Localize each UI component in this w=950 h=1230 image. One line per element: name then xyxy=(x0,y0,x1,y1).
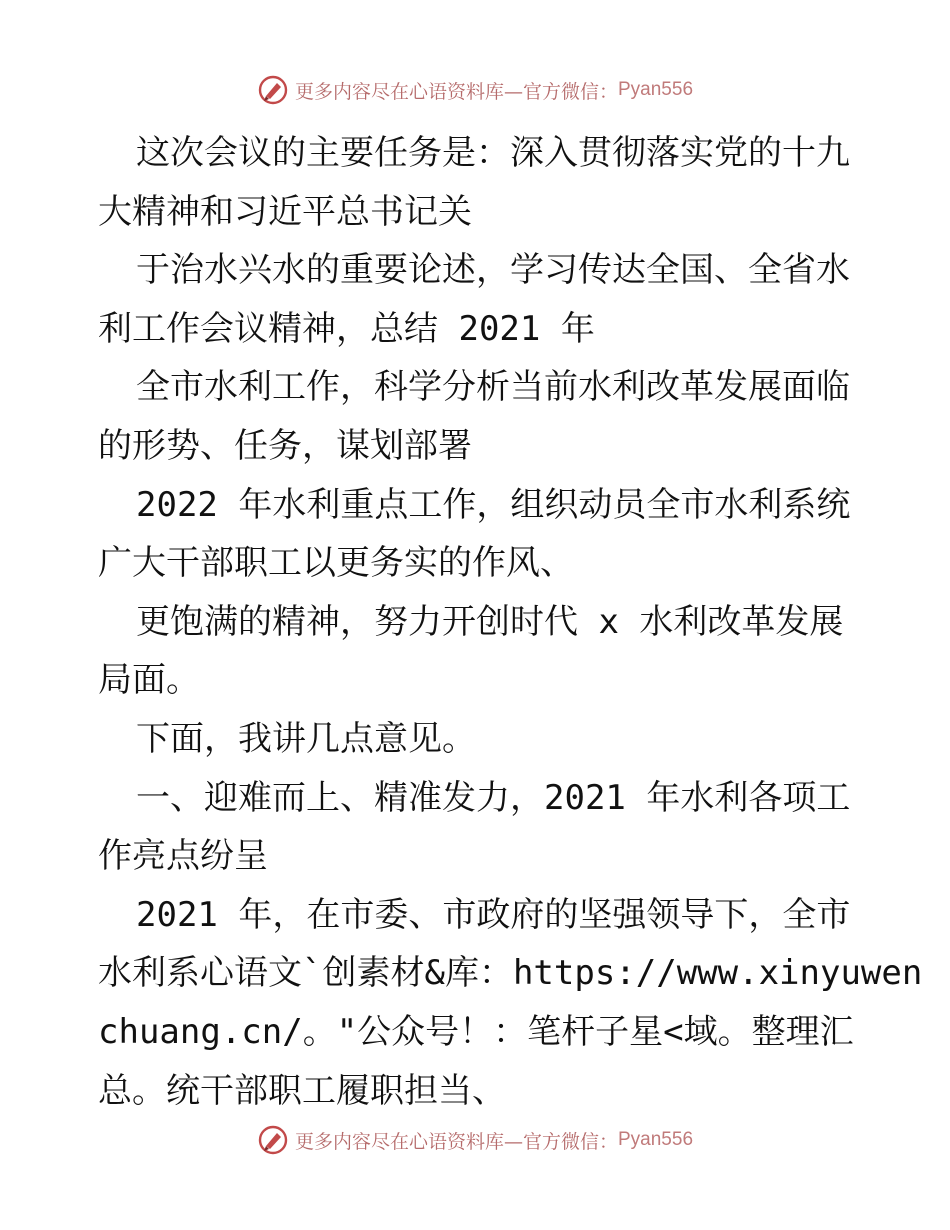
paragraph-line: 总。统干部职工履职担当、 xyxy=(98,1070,506,1111)
pen-logo-icon xyxy=(257,1124,289,1156)
paragraph-line: 局面。 xyxy=(98,660,200,701)
paragraph-line: 于治水兴水的重要论述，学习传达全国、全省水 xyxy=(136,250,850,291)
footer-watermark xyxy=(0,1122,950,1158)
paragraph-line: 全市水利工作，科学分析当前水利改革发展面临 xyxy=(136,367,850,408)
pen-logo-icon xyxy=(257,74,289,106)
paragraph-line: 利工作会议精神，总结 2021 年 xyxy=(98,308,595,349)
paragraph-line: chuang.cn/。"公众号！：笔杆子星<域。整理汇 xyxy=(98,1011,854,1052)
paragraph-line: 一、迎难而上、精准发力，2021 年水利各项工 xyxy=(136,777,851,818)
header-watermark xyxy=(0,72,950,108)
paragraph-line: 水利系心语文`创素材&库：https://www.xinyuwen xyxy=(98,953,923,994)
paragraph-line: 2021 年，在市委、市政府的坚强领导下，全市 xyxy=(136,894,851,935)
watermark-wechat-id: Pyan556 xyxy=(618,1129,694,1150)
paragraph-line: 的形势、任务，谋划部署 xyxy=(98,425,472,466)
paragraph-line: 大精神和习近平总书记关 xyxy=(98,191,472,232)
document-body xyxy=(98,124,923,1120)
watermark-wechat-id: Pyan556 xyxy=(618,79,694,100)
paragraph-line: 作亮点纷呈 xyxy=(98,836,268,877)
paragraph-line: 更饱满的精神，努力开创时代 x 水利改革发展 xyxy=(136,601,844,642)
paragraph-line: 广大干部职工以更务实的作风、 xyxy=(98,543,574,584)
watermark-text: 更多内容尽在心语资料库—官方微信： xyxy=(294,1130,618,1153)
paragraph-line: 2022 年水利重点工作，组织动员全市水利系统 xyxy=(136,484,851,525)
paragraph-line: 这次会议的主要任务是：深入贯彻落实党的十九 xyxy=(136,133,850,173)
paragraph-line: 下面，我讲几点意见。 xyxy=(136,718,476,759)
watermark-text: 更多内容尽在心语资料库—官方微信： xyxy=(294,80,618,103)
